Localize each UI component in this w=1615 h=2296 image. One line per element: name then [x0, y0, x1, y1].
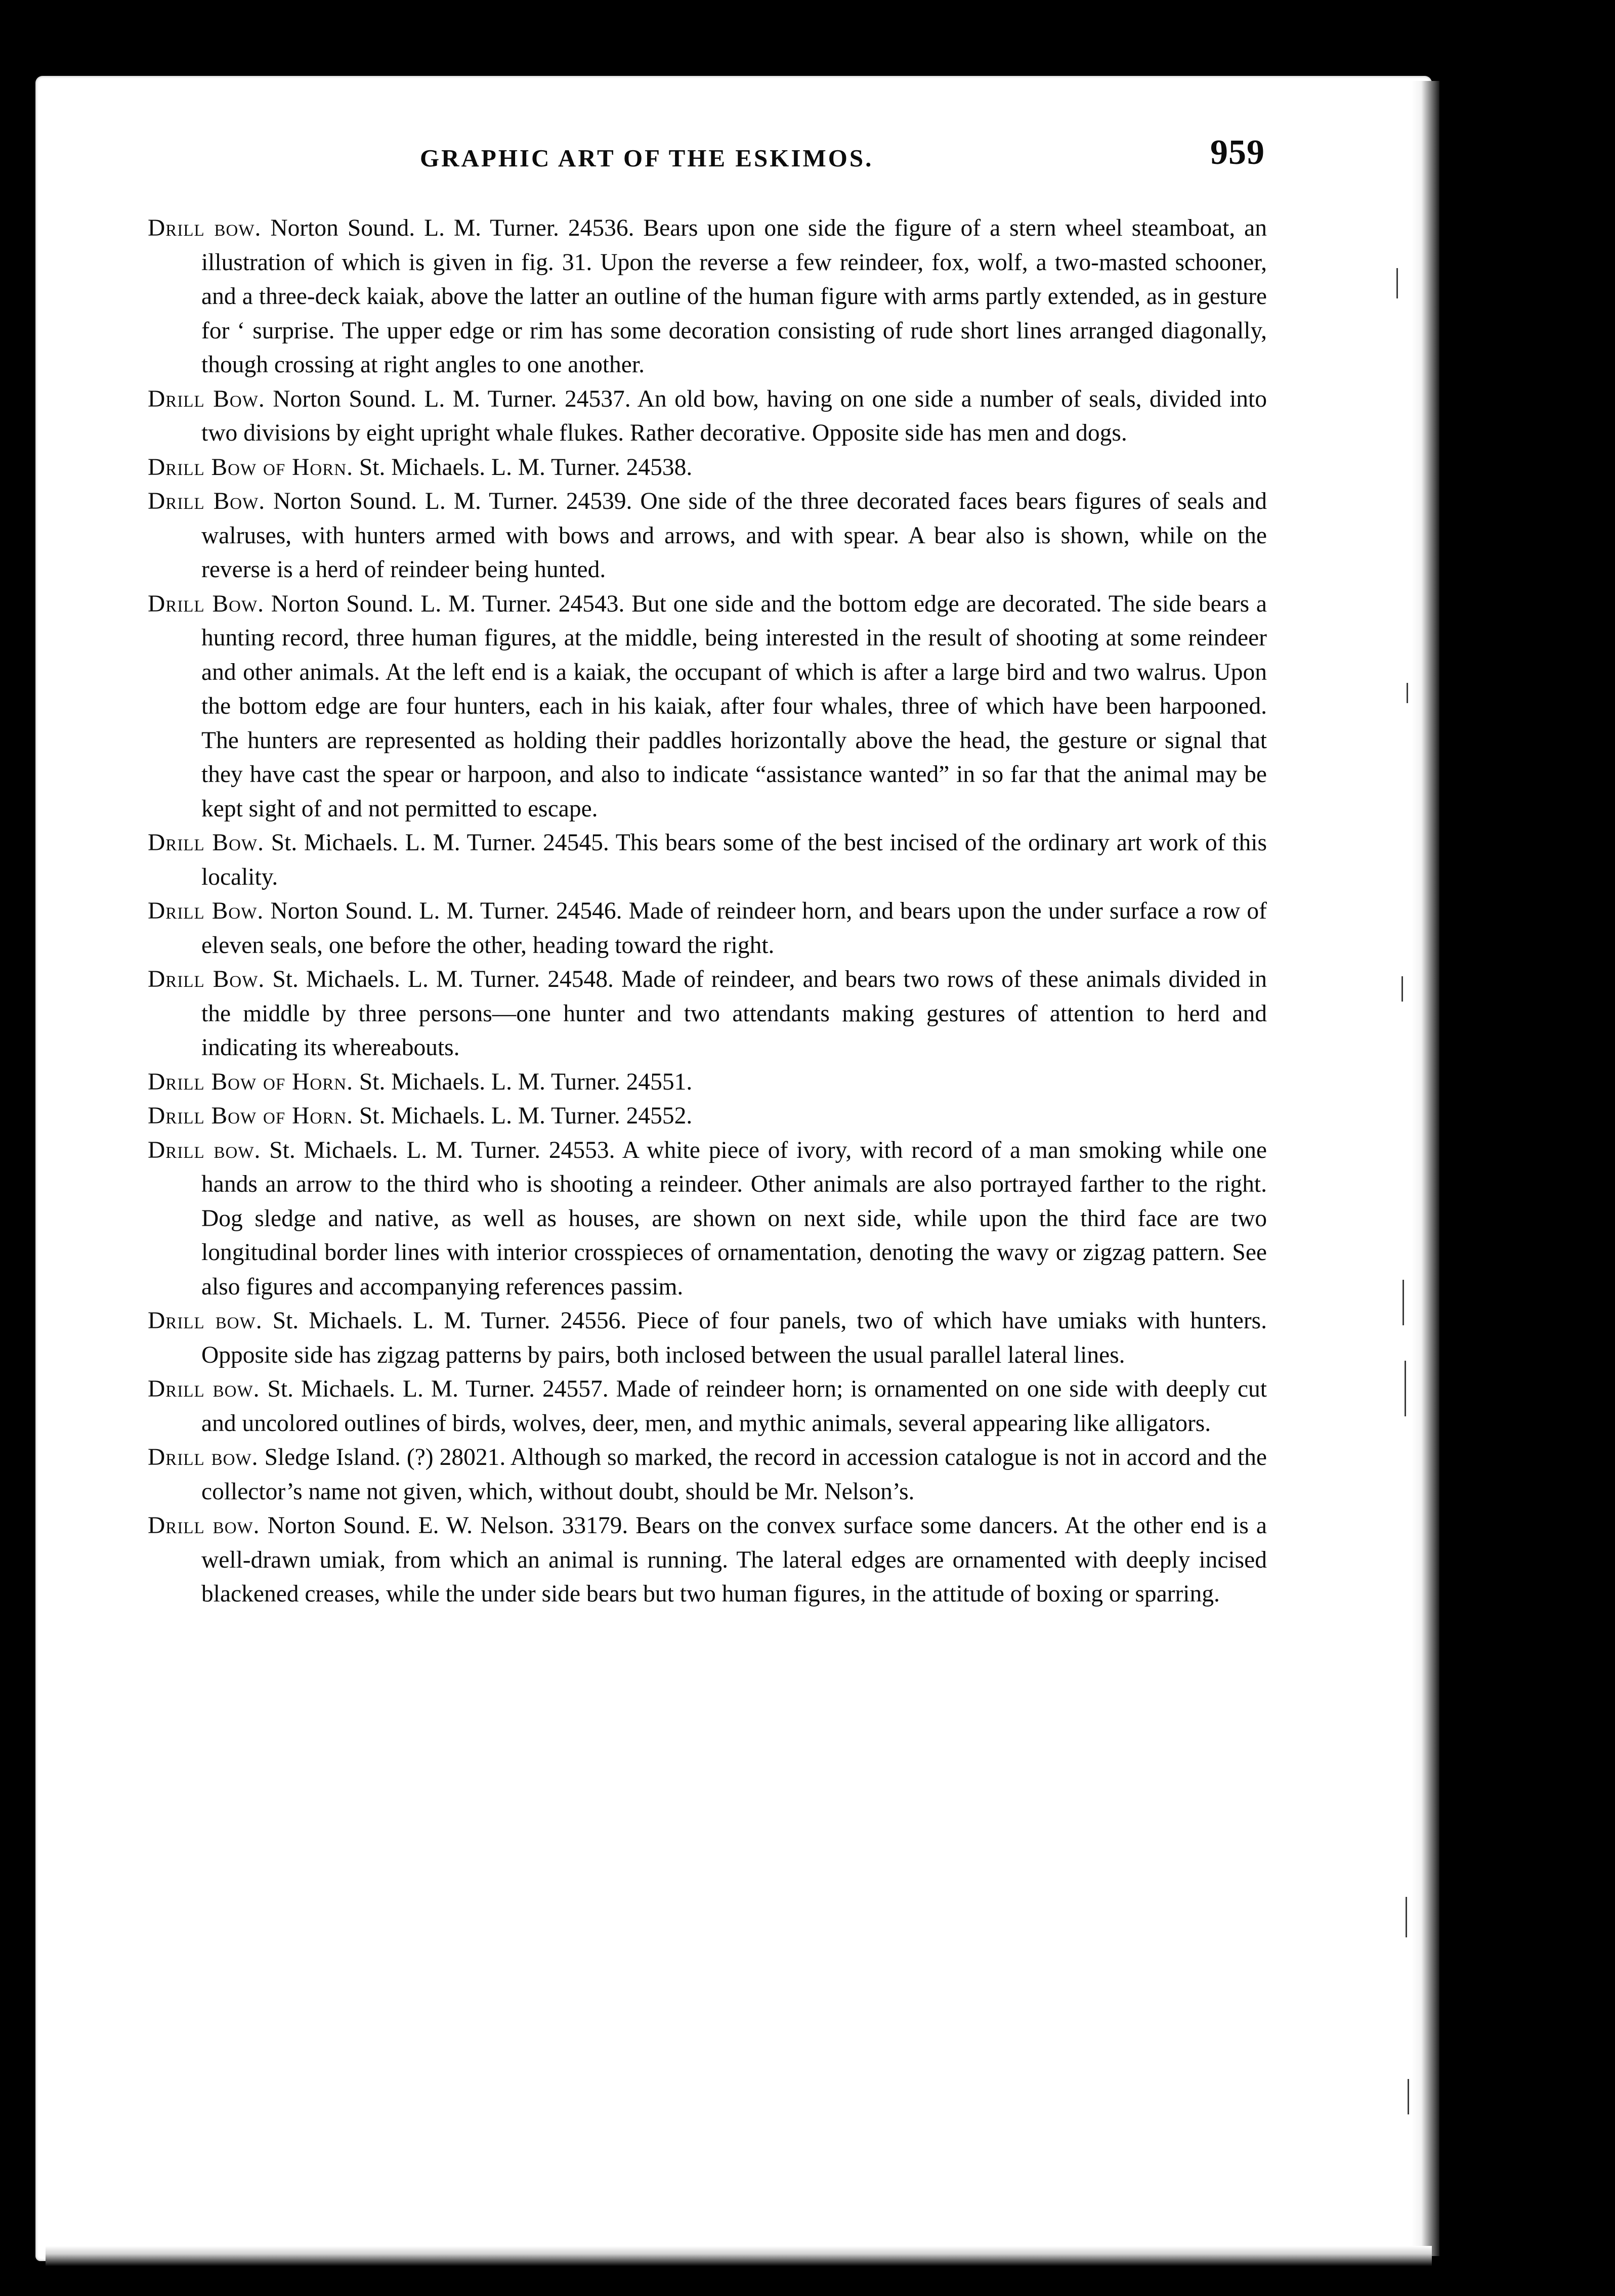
entry-heading: Drill Bow of Horn.: [148, 1068, 353, 1095]
entry-heading: Drill bow.: [148, 1308, 263, 1334]
margin-specks: [1396, 177, 1422, 2150]
entry-24543: [148, 587, 1267, 827]
entry-text: St. Michaels. L. M. Turner. 24538.: [353, 454, 693, 481]
entry-heading: Drill bow.: [148, 1512, 260, 1539]
entry-24548: [148, 963, 1267, 1065]
page-bottom-shadow: [46, 2246, 1432, 2266]
entry-text: Norton Sound. E. W. Nelson. 33179. Bears on the convex surface some dancers. At the other end is a well-drawn umiak, from which an animal is running. The lateral edges are ornamented with deeply incised blackened creases, while the under side bears but two human figures, in the attitude of boxing or sparring.: [201, 1512, 1267, 1607]
entry-heading: Drill bow.: [148, 1444, 259, 1470]
entry-24546: [148, 894, 1267, 963]
entry-text: St. Michaels. L. M. Turner. 24556. Piece of four panels, two of which have umiaks with hunters. Opposite side has zigzag patterns by pairs, both inclosed between the usual parallel lateral lines.: [201, 1308, 1267, 1368]
entry-24551: [148, 1065, 1267, 1100]
entry-text: St. Michaels. L. M. Turner. 24551.: [353, 1068, 693, 1095]
entry-heading: Drill Bow of Horn.: [148, 1103, 353, 1129]
running-title: GRAPHIC ART OF THE ESKIMOS.: [420, 144, 874, 172]
entry-text: Norton Sound. L. M. Turner. 24537. An old bow, having on one side a number of seals, divided into two divisions by eight upright whale flukes. Rather decorative. Opposite side has men and dogs.: [201, 385, 1267, 446]
entry-24536: [148, 211, 1267, 382]
entry-heading: Drill Bow.: [148, 830, 264, 856]
entry-24556: [148, 1304, 1267, 1372]
entry-text: St. Michaels. L. M. Turner. 24545. This bears some of the best incised of the ordinary art work of this locality.: [201, 830, 1267, 890]
page-number: 959: [1210, 133, 1265, 172]
entry-24557: [148, 1372, 1267, 1441]
entry-24539: [148, 485, 1267, 587]
entry-text: Norton Sound. L. M. Turner. 24543. But one side and the bottom edge are decorated. The side bears a hunting record, three human figures, at the middle, being interested in the result of shooting at some reindeer and other animals. At the left end is a kaiak, the occupant of which is after a large bird and two walrus. Upon the bottom edge are four hunters, each in his kaiak, after four whales, three of which have been harpooned. The hunters are represented as holding their paddles horizontally above the head, the gesture or signal that they have cast the spear or harpoon, and also to indicate “assistance wanted” in so far that the animal may be kept sight of and not permitted to escape.: [201, 590, 1267, 822]
entry-text: St. Michaels. L. M. Turner. 24548. Made of reindeer, and bears two rows of these animals divided in the middle by three persons—one hunter and two attendants making gestures of attention to herd and indicating its whereabouts.: [201, 966, 1267, 1061]
entry-text: Sledge Island. (?) 28021. Although so marked, the record in accession catalogue is not in accord and the collector’s name not given, which, without doubt, should be Mr. Nelson’s.: [201, 1444, 1267, 1505]
entry-text: Norton Sound. L. M. Turner. 24539. One side of the three decorated faces bears figures of seals and walruses, with hunters armed with bows and arrows, and with spear. A bear also is shown, while on the reverse is a herd of reindeer being hunted.: [201, 488, 1267, 583]
entry-24552: [148, 1099, 1267, 1134]
entry-text: Norton Sound. L. M. Turner. 24546. Made of reindeer horn, and bears upon the under surface a row of eleven seals, one before the other, heading toward the right.: [201, 898, 1267, 959]
entry-text: St. Michaels. L. M. Turner. 24552.: [353, 1103, 693, 1129]
page-header: [147, 133, 1265, 183]
entry-heading: Drill bow.: [148, 1137, 261, 1163]
entry-24553: [148, 1134, 1267, 1305]
entry-heading: Drill Bow.: [148, 898, 264, 924]
entry-24538: [148, 451, 1267, 485]
entry-text: St. Michaels. L. M. Turner. 24553. A white piece of ivory, with record of a man smoking while one hands an arrow to the third who is shooting a reindeer. Other animals are also portrayed farther to the right. Dog sledge and native, as well as houses, are shown on next side, while upon the third face are two longitudinal border lines with interior crosspieces of ornamentation, denoting the wavy or zigzag pattern. See also figures and accompanying references passim.: [201, 1137, 1267, 1300]
entry-heading: Drill Bow.: [148, 590, 264, 617]
entry-33179: [148, 1509, 1267, 1612]
entry-heading: Drill Bow.: [148, 488, 266, 514]
entry-24537: [148, 382, 1267, 451]
entry-heading: Drill Bow.: [148, 385, 265, 412]
entry-text: St. Michaels. L. M. Turner. 24557. Made of reindeer horn; is ornamented on one side with deeply cut and uncolored outlines of birds, wolves, deer, men, and mythic animals, several appearing like alligators.: [201, 1376, 1267, 1437]
entry-heading: Drill Bow of Horn.: [148, 454, 353, 481]
entry-text: Norton Sound. L. M. Turner. 24536. Bears upon one side the figure of a stern wheel steamboat, an illustration of which is given in fig. 31. Upon the reverse a few reindeer, fox, wolf, a two-masted schooner, and a three-deck kaiak, above the latter an outline of the human figure with arms partly extended, as in gesture for ‘ surprise. The upper edge or rim has some decoration consisting of rude short lines arranged diagonally, though crossing at right angles to one another.: [201, 215, 1267, 378]
catalogue-entries: [148, 211, 1267, 1612]
entry-heading: Drill bow.: [148, 215, 262, 241]
entry-24545: [148, 826, 1267, 894]
entry-heading: Drill bow.: [148, 1376, 260, 1402]
entry-heading: Drill Bow.: [148, 966, 265, 992]
entry-28021: [148, 1441, 1267, 1509]
